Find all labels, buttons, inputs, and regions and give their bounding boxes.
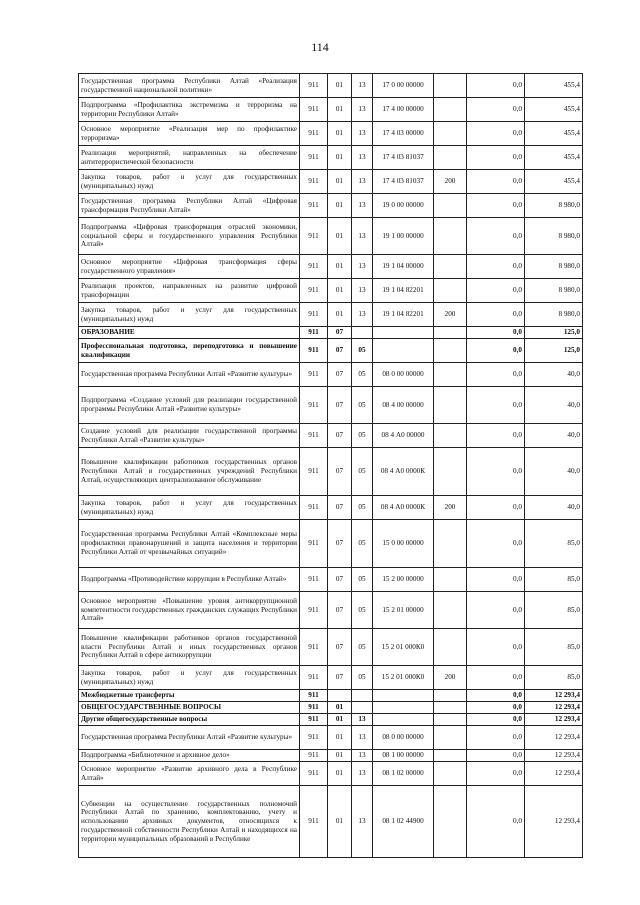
table-cell-admin: 911	[300, 702, 328, 714]
table-cell-name: Повышение квалификации работников государственных органов Республики Алтай и государственных учреждений Республики Алтай, осуществляющих централизованное обслуживание	[79, 448, 300, 496]
table-cell-section: 01	[328, 146, 352, 170]
table-row	[79, 218, 583, 255]
table-cell-amount-2: 85,0	[525, 592, 583, 629]
table-cell-name: ОБРАЗОВАНИЕ	[79, 327, 300, 339]
table-cell-amount-1: 0,0	[467, 279, 525, 303]
table-cell-amount-1: 0,0	[467, 690, 525, 702]
table-cell-section: 01	[328, 714, 352, 726]
table-cell-amount-2: 455,4	[525, 122, 583, 146]
table-cell-amount-1: 0,0	[467, 303, 525, 327]
table-cell-subsection: 05	[352, 666, 373, 690]
table-cell-subsection: 05	[352, 387, 373, 424]
table-cell-amount-1: 0,0	[467, 448, 525, 496]
table-cell-subsection: 13	[352, 218, 373, 255]
table-cell-target-article: 15 2 01 000К0	[373, 629, 434, 666]
table-row	[79, 726, 583, 750]
table-cell-target-article: 08 0 00 00000	[373, 726, 434, 750]
table-cell-amount-1: 0,0	[467, 146, 525, 170]
table-cell-amount-1: 0,0	[467, 629, 525, 666]
table-cell-name: Государственная программа Республики Алтай «Развитие культуры»	[79, 726, 300, 750]
table-cell-name: ОБЩЕГОСУДАРСТВЕННЫЕ ВОПРОСЫ	[79, 702, 300, 714]
table-cell-subsection: 13	[352, 750, 373, 762]
table-cell-section: 07	[328, 339, 352, 363]
table-row	[79, 424, 583, 448]
table-cell-admin: 911	[300, 568, 328, 592]
table-cell-section: 07	[328, 496, 352, 520]
table-cell-expense-type	[434, 98, 467, 122]
table-row	[79, 122, 583, 146]
table-cell-subsection: 05	[352, 592, 373, 629]
table-cell-admin: 911	[300, 218, 328, 255]
table-row	[79, 629, 583, 666]
table-cell-admin: 911	[300, 339, 328, 363]
table-cell-section: 07	[328, 520, 352, 568]
table-cell-amount-1: 0,0	[467, 592, 525, 629]
table-row	[79, 303, 583, 327]
table-cell-name: Государственная программа Республики Алтай «Развитие культуры»	[79, 363, 300, 387]
table-cell-subsection: 05	[352, 424, 373, 448]
budget-table	[78, 73, 583, 858]
table-cell-target-article: 17 0 00 00000	[373, 74, 434, 98]
table-cell-name: Основное мероприятие «Повышение уровня антикоррупционной компетентности государственных гражданских служащих Республики Алтай»	[79, 592, 300, 629]
table-cell-expense-type	[434, 592, 467, 629]
table-cell-subsection: 13	[352, 74, 373, 98]
table-cell-admin: 911	[300, 255, 328, 279]
table-cell-amount-1: 0,0	[467, 424, 525, 448]
table-row	[79, 339, 583, 363]
table-cell-target-article: 08 1 02 00000	[373, 762, 434, 786]
table-cell-admin: 911	[300, 726, 328, 750]
table-cell-amount-1: 0,0	[467, 363, 525, 387]
table-cell-amount-2: 8 980,0	[525, 255, 583, 279]
table-cell-expense-type	[434, 339, 467, 363]
table-cell-name: Подпрограмма «Профилактика экстремизма и терроризма на территории Республики Алтай»	[79, 98, 300, 122]
table-row	[79, 255, 583, 279]
table-cell-admin: 911	[300, 690, 328, 702]
table-cell-amount-2: 455,4	[525, 170, 583, 194]
table-cell-admin: 911	[300, 448, 328, 496]
table-cell-name: Закупка товаров, работ и услуг для государственных (муниципальных) нужд	[79, 170, 300, 194]
table-cell-expense-type	[434, 762, 467, 786]
table-cell-subsection: 13	[352, 786, 373, 858]
table-cell-target-article: 15 2 01 000К0	[373, 666, 434, 690]
table-cell-admin: 911	[300, 327, 328, 339]
table-cell-admin: 911	[300, 170, 328, 194]
table-cell-name: Подпрограмма «Цифровая трансформация отраслей экономики, социальной сферы и государственного управления Республики Алтай»	[79, 218, 300, 255]
table-cell-target-article: 17 4 03 00000	[373, 122, 434, 146]
table-row	[79, 750, 583, 762]
table-cell-amount-1: 0,0	[467, 170, 525, 194]
table-cell-name: Основное мероприятие «Цифровая трансформация сферы государственного управления»	[79, 255, 300, 279]
table-cell-amount-2: 455,4	[525, 74, 583, 98]
table-cell-amount-1: 0,0	[467, 762, 525, 786]
table-cell-expense-type	[434, 74, 467, 98]
table-cell-expense-type	[434, 255, 467, 279]
table-cell-name: Другие общегосударственные вопросы	[79, 714, 300, 726]
table-cell-subsection: 13	[352, 122, 373, 146]
table-cell-subsection: 13	[352, 255, 373, 279]
table-cell-subsection: 05	[352, 520, 373, 568]
table-cell-target-article: 08 4 А0 0000К	[373, 448, 434, 496]
table-cell-target-article: 17 4 03 81037	[373, 170, 434, 194]
table-cell-amount-1: 0,0	[467, 339, 525, 363]
table-cell-expense-type	[434, 448, 467, 496]
table-cell-admin: 911	[300, 592, 328, 629]
table-cell-target-article: 08 4 А0 00000	[373, 424, 434, 448]
table-cell-section: 01	[328, 255, 352, 279]
table-cell-admin: 911	[300, 520, 328, 568]
table-cell-name: Закупка товаров, работ и услуг для государственных (муниципальных) нужд	[79, 666, 300, 690]
table-cell-expense-type: 200	[434, 666, 467, 690]
table-cell-name: Основное мероприятие «Реализация мер по профилактике терроризма»	[79, 122, 300, 146]
table-cell-admin: 911	[300, 194, 328, 218]
table-cell-name: Повышение квалификации работников органов государственной власти Республики Алтай и иных государственных органов Республики Алтай в сфере антикоррупции	[79, 629, 300, 666]
table-cell-name: Подпрограмма «Противодействие коррупции в Республике Алтай»	[79, 568, 300, 592]
table-cell-name: Субвенции на осуществление государственных полномочий Республики Алтай по хранению, комплектованию, учету и использованию архивных документов, относящихся к государственной собственности Республики Алтай и находящихся на территории муниципальных образований в Республике	[79, 786, 300, 858]
table-cell-section: 07	[328, 629, 352, 666]
table-cell-name: Реализация проектов, направленных на развитие цифровой трансформации	[79, 279, 300, 303]
table-cell-expense-type	[434, 702, 467, 714]
table-cell-section: 07	[328, 568, 352, 592]
table-row	[79, 702, 583, 714]
table-cell-amount-1: 0,0	[467, 218, 525, 255]
table-cell-amount-2: 8 980,0	[525, 218, 583, 255]
table-cell-name: Закупка товаров, работ и услуг для государственных (муниципальных) нужд	[79, 496, 300, 520]
table-cell-subsection: 05	[352, 339, 373, 363]
table-cell-subsection: 13	[352, 146, 373, 170]
table-cell-expense-type	[434, 363, 467, 387]
table-cell-name: Государственная программа Республики Алтай «Комплексные меры профилактики правонарушений и защита населения и территории Республики Алтай от чрезвычайных ситуаций»	[79, 520, 300, 568]
table-cell-subsection: 13	[352, 714, 373, 726]
table-row	[79, 98, 583, 122]
table-cell-admin: 911	[300, 786, 328, 858]
table-row	[79, 363, 583, 387]
table-cell-expense-type	[434, 568, 467, 592]
table-cell-target-article: 17 4 00 00000	[373, 98, 434, 122]
table-cell-admin: 911	[300, 496, 328, 520]
table-cell-target-article	[373, 714, 434, 726]
table-row	[79, 146, 583, 170]
table-cell-name: Создание условий для реализации государственной программы Республики Алтай «Развитие культуры»	[79, 424, 300, 448]
table-cell-subsection: 13	[352, 170, 373, 194]
table-cell-amount-1: 0,0	[467, 702, 525, 714]
table-cell-amount-2: 125,0	[525, 327, 583, 339]
table-cell-admin: 911	[300, 74, 328, 98]
table-cell-target-article: 19 1 04 82201	[373, 279, 434, 303]
table-cell-amount-2: 85,0	[525, 568, 583, 592]
table-cell-subsection: 05	[352, 629, 373, 666]
table-cell-section	[328, 690, 352, 702]
table-cell-name: Подпрограмма «Создание условий для реализации государственной программы Республики Алтай «Развитие культуры»	[79, 387, 300, 424]
table-cell-subsection: 13	[352, 726, 373, 750]
table-cell-name: Государственная программа Республики Алтай «Цифровая трансформация Республики Алтай»	[79, 194, 300, 218]
table-cell-section: 07	[328, 592, 352, 629]
table-cell-admin: 911	[300, 363, 328, 387]
table-cell-expense-type: 200	[434, 496, 467, 520]
table-cell-name: Подпрограмма «Библиотечное и архивное дело»	[79, 750, 300, 762]
table-cell-expense-type	[434, 218, 467, 255]
table-cell-amount-2: 8 980,0	[525, 279, 583, 303]
table-cell-name: Реализация мероприятий, направленных на обеспечение антитеррористической безопасности	[79, 146, 300, 170]
table-cell-amount-2: 455,4	[525, 98, 583, 122]
table-cell-admin: 911	[300, 762, 328, 786]
table-cell-amount-1: 0,0	[467, 520, 525, 568]
table-cell-name: Основное мероприятие «Развитие архивного дела в Республике Алтай»	[79, 762, 300, 786]
table-row	[79, 762, 583, 786]
table-cell-section: 01	[328, 194, 352, 218]
table-cell-expense-type	[434, 194, 467, 218]
table-cell-amount-2: 12 293,4	[525, 786, 583, 858]
table-cell-target-article: 15 2 01 00000	[373, 592, 434, 629]
table-row	[79, 448, 583, 496]
table-cell-section: 01	[328, 726, 352, 750]
table-cell-amount-2: 40,0	[525, 424, 583, 448]
table-cell-amount-1: 0,0	[467, 194, 525, 218]
table-cell-admin: 911	[300, 424, 328, 448]
table-cell-target-article: 08 1 02 44900	[373, 786, 434, 858]
table-cell-admin: 911	[300, 750, 328, 762]
table-cell-section: 01	[328, 786, 352, 858]
table-cell-amount-2: 12 293,4	[525, 726, 583, 750]
table-cell-section: 07	[328, 387, 352, 424]
table-cell-section: 07	[328, 363, 352, 387]
table-cell-target-article	[373, 327, 434, 339]
table-cell-admin: 911	[300, 629, 328, 666]
table-cell-amount-1: 0,0	[467, 122, 525, 146]
table-cell-expense-type	[434, 387, 467, 424]
table-cell-amount-2: 455,4	[525, 146, 583, 170]
table-cell-name: Межбюджетные трансферты	[79, 690, 300, 702]
table-cell-subsection: 13	[352, 279, 373, 303]
table-cell-admin: 911	[300, 387, 328, 424]
table-cell-amount-2: 12 293,4	[525, 714, 583, 726]
table-cell-amount-2: 40,0	[525, 496, 583, 520]
table-cell-amount-2: 12 293,4	[525, 690, 583, 702]
table-cell-amount-2: 40,0	[525, 448, 583, 496]
table-row	[79, 666, 583, 690]
table-cell-section: 01	[328, 303, 352, 327]
table-cell-section: 01	[328, 218, 352, 255]
table-cell-section: 01	[328, 702, 352, 714]
table-cell-expense-type	[434, 629, 467, 666]
table-cell-section: 01	[328, 170, 352, 194]
table-cell-admin: 911	[300, 146, 328, 170]
table-cell-amount-1: 0,0	[467, 496, 525, 520]
table-cell-expense-type: 200	[434, 303, 467, 327]
table-cell-subsection	[352, 327, 373, 339]
table-row	[79, 568, 583, 592]
table-cell-amount-2: 12 293,4	[525, 702, 583, 714]
table-cell-subsection	[352, 690, 373, 702]
table-cell-amount-2: 12 293,4	[525, 750, 583, 762]
table-cell-target-article: 19 1 04 82201	[373, 303, 434, 327]
table-cell-section: 07	[328, 327, 352, 339]
page-number: 114	[311, 40, 329, 54]
table-cell-amount-1: 0,0	[467, 714, 525, 726]
table-cell-amount-2: 8 980,0	[525, 303, 583, 327]
table-cell-section: 07	[328, 424, 352, 448]
table-cell-name: Закупка товаров, работ и услуг для государственных (муниципальных) нужд	[79, 303, 300, 327]
table-cell-amount-1: 0,0	[467, 726, 525, 750]
table-row	[79, 714, 583, 726]
table-cell-expense-type	[434, 520, 467, 568]
table-row	[79, 496, 583, 520]
table-cell-target-article	[373, 702, 434, 714]
table-cell-amount-2: 40,0	[525, 387, 583, 424]
table-cell-expense-type	[434, 327, 467, 339]
table-cell-subsection: 13	[352, 98, 373, 122]
table-cell-target-article: 15 0 00 00000	[373, 520, 434, 568]
table-cell-amount-1: 0,0	[467, 786, 525, 858]
table-cell-target-article: 08 4 00 00000	[373, 387, 434, 424]
table-cell-target-article: 19 1 04 00000	[373, 255, 434, 279]
table-cell-amount-1: 0,0	[467, 568, 525, 592]
table-cell-amount-2: 12 293,4	[525, 762, 583, 786]
table-cell-target-article: 15 2 00 00000	[373, 568, 434, 592]
table-row	[79, 786, 583, 858]
table-cell-admin: 911	[300, 122, 328, 146]
table-cell-section: 07	[328, 448, 352, 496]
table-cell-target-article	[373, 339, 434, 363]
table-cell-target-article: 08 4 А0 0000К	[373, 496, 434, 520]
table-cell-section: 01	[328, 762, 352, 786]
table-cell-expense-type	[434, 146, 467, 170]
table-cell-amount-1: 0,0	[467, 387, 525, 424]
table-cell-section: 01	[328, 279, 352, 303]
table-cell-amount-1: 0,0	[467, 327, 525, 339]
table-cell-target-article: 08 0 00 00000	[373, 363, 434, 387]
table-cell-amount-2: 40,0	[525, 363, 583, 387]
table-cell-subsection: 13	[352, 194, 373, 218]
table-cell-admin: 911	[300, 279, 328, 303]
table-cell-amount-2: 125,0	[525, 339, 583, 363]
table-cell-target-article: 19 0 00 00000	[373, 194, 434, 218]
table-cell-amount-2: 85,0	[525, 520, 583, 568]
table-row	[79, 592, 583, 629]
table-row	[79, 387, 583, 424]
table-row	[79, 279, 583, 303]
table-row	[79, 690, 583, 702]
table-cell-subsection	[352, 702, 373, 714]
table-cell-expense-type	[434, 122, 467, 146]
table-cell-subsection: 13	[352, 303, 373, 327]
table-cell-admin: 911	[300, 303, 328, 327]
table-row	[79, 520, 583, 568]
table-cell-subsection: 05	[352, 448, 373, 496]
table-cell-subsection: 05	[352, 363, 373, 387]
table-cell-expense-type: 200	[434, 170, 467, 194]
table-cell-expense-type	[434, 786, 467, 858]
table-row	[79, 74, 583, 98]
table-cell-expense-type	[434, 726, 467, 750]
table-cell-amount-2: 85,0	[525, 666, 583, 690]
table-cell-amount-1: 0,0	[467, 98, 525, 122]
table-cell-target-article: 17 4 03 81037	[373, 146, 434, 170]
table-cell-section: 07	[328, 666, 352, 690]
table-cell-expense-type	[434, 714, 467, 726]
table-cell-amount-2: 85,0	[525, 629, 583, 666]
table-cell-subsection: 13	[352, 762, 373, 786]
table-cell-amount-1: 0,0	[467, 666, 525, 690]
table-cell-target-article: 08 1 00 00000	[373, 750, 434, 762]
table-cell-section: 01	[328, 98, 352, 122]
table-cell-name: Профессиональная подготовка, переподготовка и повышение квалификации	[79, 339, 300, 363]
table-cell-amount-2: 8 980,0	[525, 194, 583, 218]
table-cell-admin: 911	[300, 666, 328, 690]
table-cell-admin: 911	[300, 714, 328, 726]
table-row	[79, 194, 583, 218]
table-cell-admin: 911	[300, 98, 328, 122]
table-cell-subsection: 05	[352, 568, 373, 592]
table-cell-amount-1: 0,0	[467, 74, 525, 98]
table-cell-expense-type	[434, 750, 467, 762]
table-cell-amount-1: 0,0	[467, 750, 525, 762]
table-cell-expense-type	[434, 424, 467, 448]
table-row	[79, 327, 583, 339]
table-cell-expense-type	[434, 690, 467, 702]
table-row	[79, 170, 583, 194]
table-cell-name: Государственная программа Республики Алтай «Реализация государственной национальной политики»	[79, 74, 300, 98]
table-cell-subsection: 05	[352, 496, 373, 520]
table-cell-section: 01	[328, 74, 352, 98]
table-cell-target-article	[373, 690, 434, 702]
table-cell-section: 01	[328, 750, 352, 762]
table-cell-section: 01	[328, 122, 352, 146]
table-cell-amount-1: 0,0	[467, 255, 525, 279]
table-cell-expense-type	[434, 279, 467, 303]
table-cell-target-article: 19 1 00 00000	[373, 218, 434, 255]
